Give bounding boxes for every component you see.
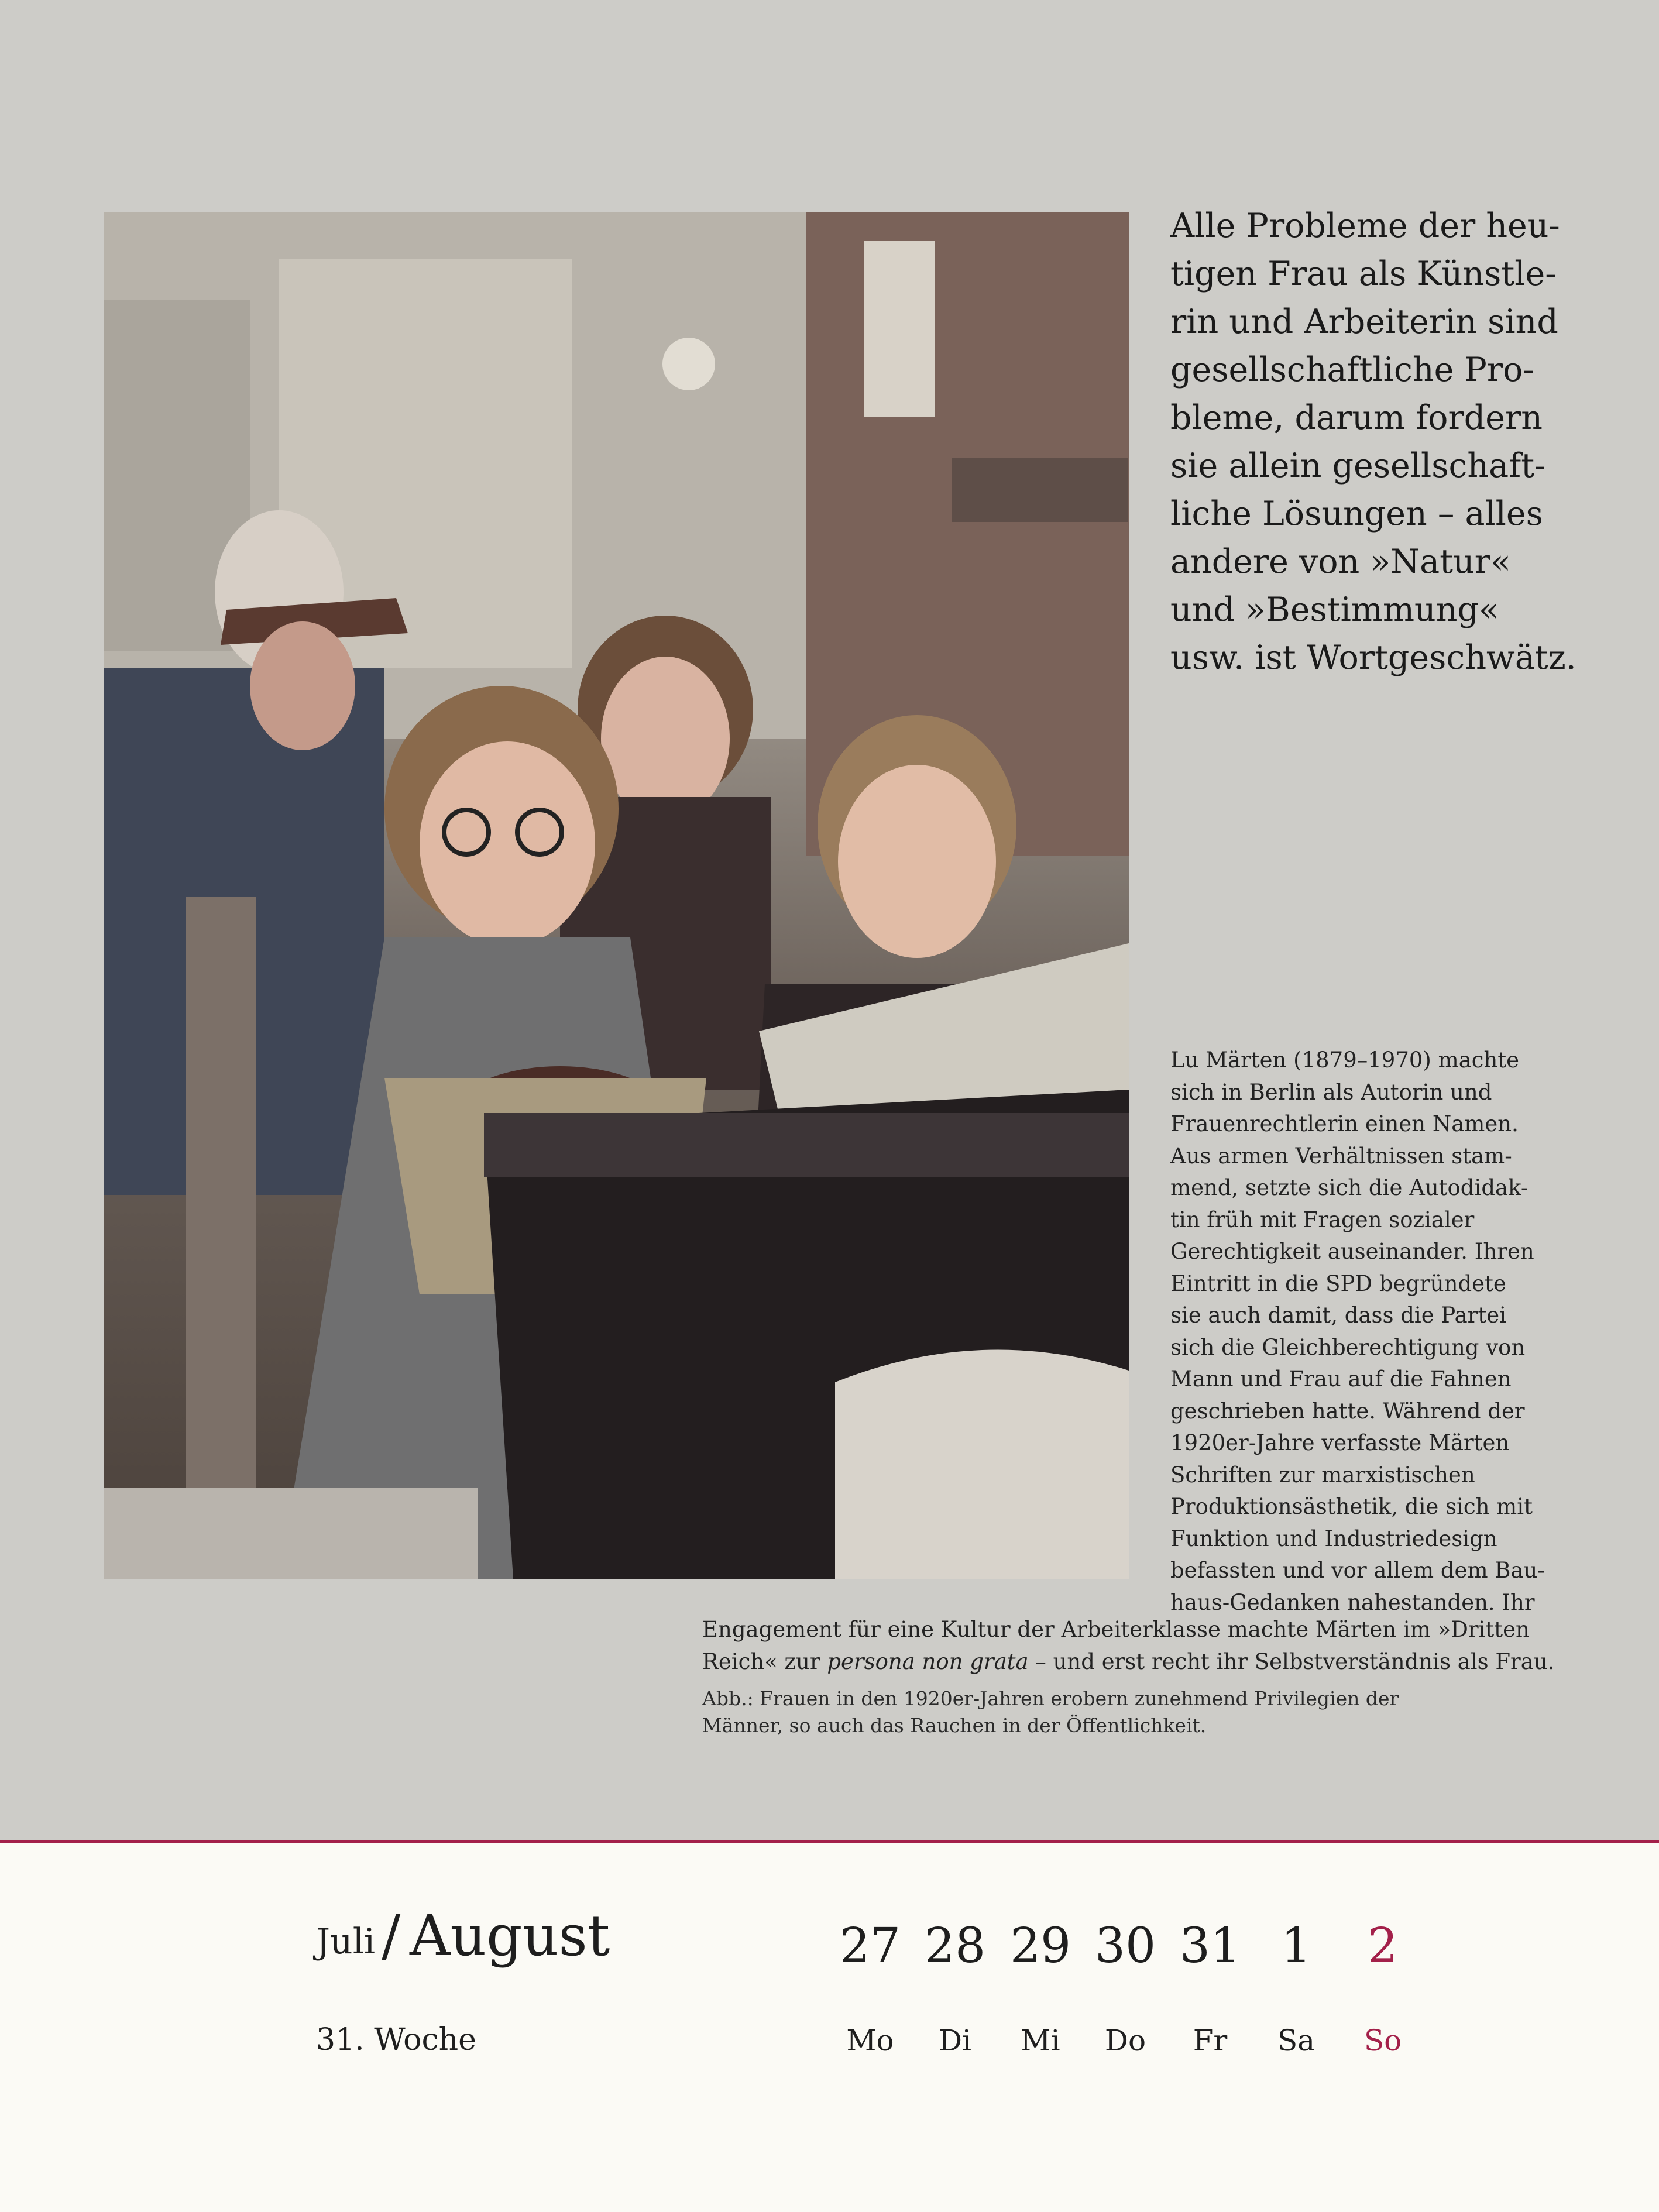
bio-line: Mann und Frau auf die Fahnen — [1170, 1366, 1512, 1392]
image-caption — [702, 1685, 1580, 1739]
bio-line: befassten und vor allem dem Bau- — [1170, 1558, 1545, 1583]
historical-photo — [104, 212, 1129, 1579]
day-number-sa: 1 — [1280, 1918, 1312, 1974]
bio-text-segment: Reich« zur — [702, 1648, 827, 1674]
quote-line: und »Bestimmung« — [1170, 590, 1499, 629]
weekday-do: Do — [1104, 2024, 1146, 2058]
biography-text — [1170, 1045, 1557, 1619]
caption-line: Männer, so auch das Rauchen in der Öffentlichkeit. — [702, 1714, 1207, 1737]
quote-line: gesellschaftliche Pro- — [1170, 351, 1534, 389]
current-month-label: August — [410, 1903, 610, 1969]
bio-line: mend, setzte sich die Autodidak- — [1170, 1175, 1529, 1200]
day-number-mi: 29 — [1009, 1918, 1071, 1974]
month-separator: / — [382, 1903, 401, 1969]
previous-month-label: Juli — [316, 1921, 376, 1962]
weekday-so: So — [1363, 2024, 1402, 2058]
bio-text-segment: – und erst recht ihr Selbstverständnis als Frau. — [1028, 1648, 1555, 1674]
bio-wide-line-2 — [702, 1646, 1580, 1678]
quote-block — [1170, 202, 1580, 682]
bio-line: 1920er-Jahre verfasste Märten — [1170, 1430, 1510, 1455]
bio-line: Gerechtigkeit auseinander. Ihren — [1170, 1239, 1534, 1264]
day-number-mo: 27 — [839, 1918, 901, 1974]
photo-illustration — [104, 212, 1129, 1579]
bio-line: geschrieben hatte. Während der — [1170, 1398, 1525, 1424]
quote-line: usw. ist Wortgeschwätz. — [1170, 638, 1576, 677]
bio-line: Funktion und Industriedesign — [1170, 1526, 1497, 1551]
bio-line: Produktionsästhetik, die sich mit — [1170, 1494, 1533, 1519]
quote-line: andere von »Natur« — [1170, 542, 1511, 581]
day-number-do: 30 — [1094, 1918, 1156, 1974]
bio-line: Schriften zur marxistischen — [1170, 1462, 1475, 1488]
bio-line: haus-Gedanken nahestanden. Ihr — [1170, 1589, 1535, 1615]
bio-italic-term: persona non grata — [827, 1648, 1029, 1674]
bio-line: sich in Berlin als Autorin und — [1170, 1079, 1492, 1105]
bio-line: Frauenrechtlerin einen Namen. — [1170, 1111, 1519, 1136]
bio-line: Eintritt in die SPD begründete — [1170, 1270, 1506, 1296]
quote-line: liche Lösungen – alles — [1170, 494, 1543, 533]
day-number-fr: 31 — [1179, 1918, 1241, 1974]
weekday-mo: Mo — [846, 2024, 894, 2058]
quote-line: rin und Arbeiterin sind — [1170, 303, 1558, 341]
quote-line: bleme, darum fordern — [1170, 399, 1543, 437]
bio-wide-line: Engagement für eine Kultur der Arbeiterklasse machte Märten im »Dritten — [702, 1617, 1530, 1642]
bio-line: tin früh mit Fragen sozialer — [1170, 1207, 1475, 1232]
day-number-di: 28 — [924, 1918, 986, 1974]
bio-line: sie auch damit, dass die Partei — [1170, 1303, 1506, 1328]
day-number-so: 2 — [1367, 1918, 1399, 1974]
caption-line: Abb.: Frauen in den 1920er-Jahren erobern zunehmend Privilegien der — [702, 1687, 1399, 1710]
bio-line: sich die Gleichberechtigung von — [1170, 1334, 1526, 1360]
weekday-sa: Sa — [1277, 2024, 1315, 2058]
quote-line: sie allein gesellschaft- — [1170, 446, 1546, 485]
weekday-di: Di — [938, 2024, 972, 2058]
bio-line: Aus armen Verhältnissen stam- — [1170, 1143, 1512, 1169]
bio-line: Lu Märten (1879–1970) machte — [1170, 1047, 1520, 1073]
biography-continuation — [702, 1614, 1580, 1678]
weekday-mi: Mi — [1021, 2024, 1060, 2058]
quote-line: tigen Frau als Künstle- — [1170, 255, 1557, 293]
quote-line: Alle Probleme der heu- — [1170, 207, 1560, 245]
week-label: 31. Woche — [316, 2022, 476, 2058]
weekday-fr: Fr — [1193, 2024, 1228, 2058]
